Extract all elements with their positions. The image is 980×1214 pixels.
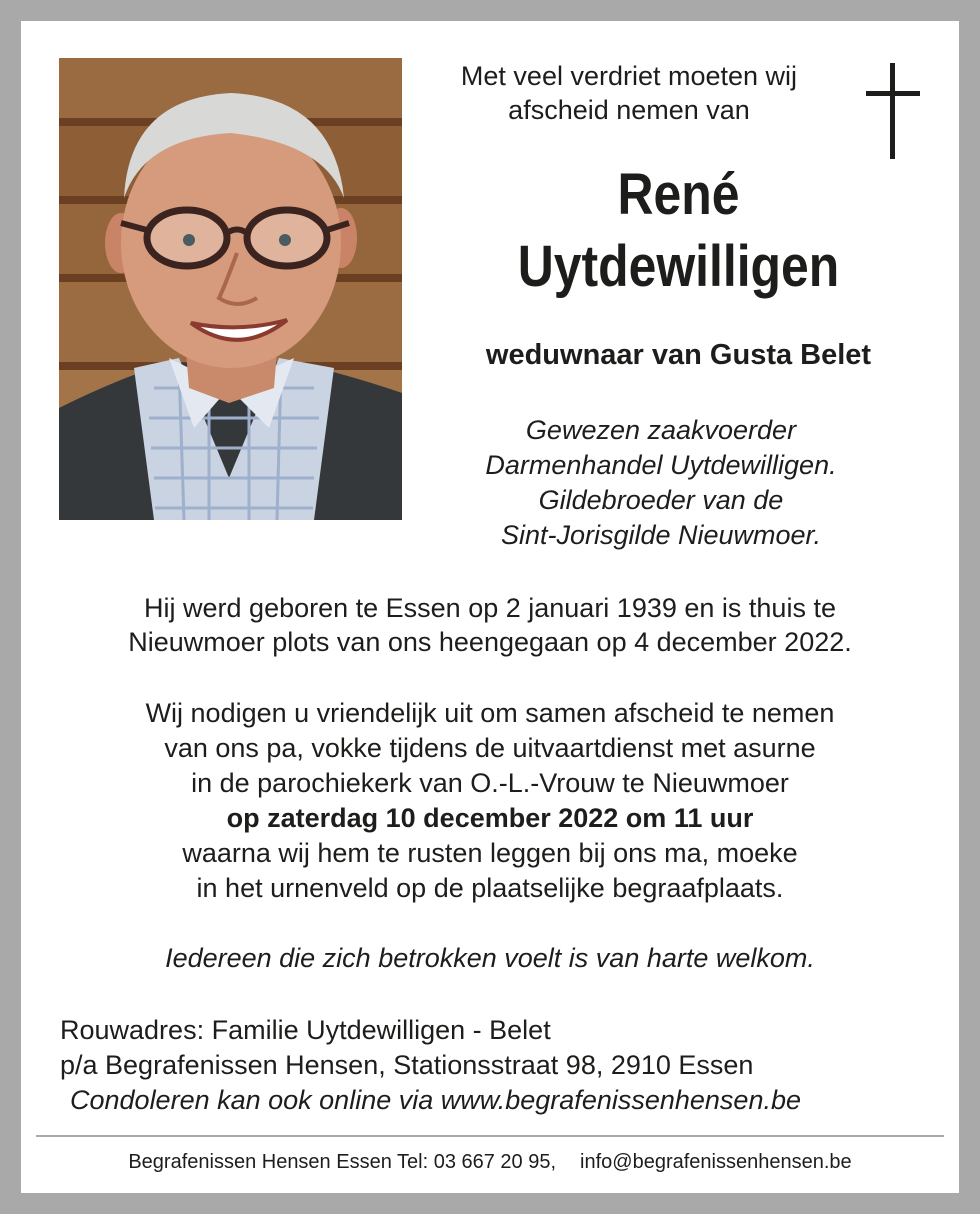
address-line-2: p/a Begrafenissen Hensen, Stationsstraat 98, 2910 Essen	[60, 1050, 754, 1080]
birth-death-text	[21, 591, 959, 659]
first-name: René	[617, 162, 740, 227]
intro-line-2: afscheid nemen van	[508, 95, 750, 125]
deceased-name	[440, 159, 917, 303]
invite-line-6: in het urnenveld op de plaatselijke begraafplaats.	[196, 873, 784, 903]
footer-divider	[36, 1135, 944, 1137]
widower-line: weduwnaar van Gusta Belet	[485, 339, 872, 371]
invitation-text	[21, 696, 959, 906]
address-line-1: Rouwadres: Familie Uytdewilligen - Belet	[60, 1015, 551, 1045]
career-line-3: Gildebroeder van de	[538, 485, 784, 515]
obituary-card	[21, 21, 959, 1193]
footer	[21, 1149, 959, 1175]
mourning-address	[60, 1013, 940, 1118]
intro-text	[419, 59, 839, 127]
career-line-2: Darmenhandel Uytdewilligen.	[485, 450, 837, 480]
invite-line-5: waarna wij hem te rusten leggen bij ons ma, moeke	[182, 838, 798, 868]
footer-email: info@begrafenissenhensen.be	[580, 1151, 852, 1173]
born-line-1: Hij werd geboren te Essen op 2 januari 1939 en is thuis te	[144, 593, 836, 623]
invite-line-3: in de parochiekerk van O.-L.-Vrouw te Nieuwmoer	[191, 768, 789, 798]
condolence-line: Condoleren kan ook online via www.begrafenissenhensen.be	[70, 1085, 801, 1115]
invite-line-1: Wij nodigen u vriendelijk uit om samen afscheid te nemen	[145, 698, 835, 728]
cross-icon	[864, 61, 922, 161]
career-text	[401, 413, 921, 553]
career-line-1: Gewezen zaakvoerder	[525, 415, 797, 445]
welcome-text: Iedereen die zich betrokken voelt is van harte welkom.	[165, 943, 815, 973]
intro-line-1: Met veel verdriet moeten wij	[460, 61, 798, 91]
last-name: Uytdewilligen	[517, 234, 840, 299]
service-date: op zaterdag 10 december 2022 om 11 uur	[226, 803, 754, 833]
footer-company: Begrafenissen Hensen Essen Tel: 03 667 20 95,	[128, 1151, 557, 1173]
born-line-2: Nieuwmoer plots van ons heengegaan op 4 december 2022.	[128, 627, 852, 657]
invite-line-2: van ons pa, vokke tijdens de uitvaartdienst met asurne	[164, 733, 816, 763]
portrait-photo	[59, 58, 402, 520]
career-line-4: Sint-Jorisgilde Nieuwmoer.	[500, 520, 822, 550]
